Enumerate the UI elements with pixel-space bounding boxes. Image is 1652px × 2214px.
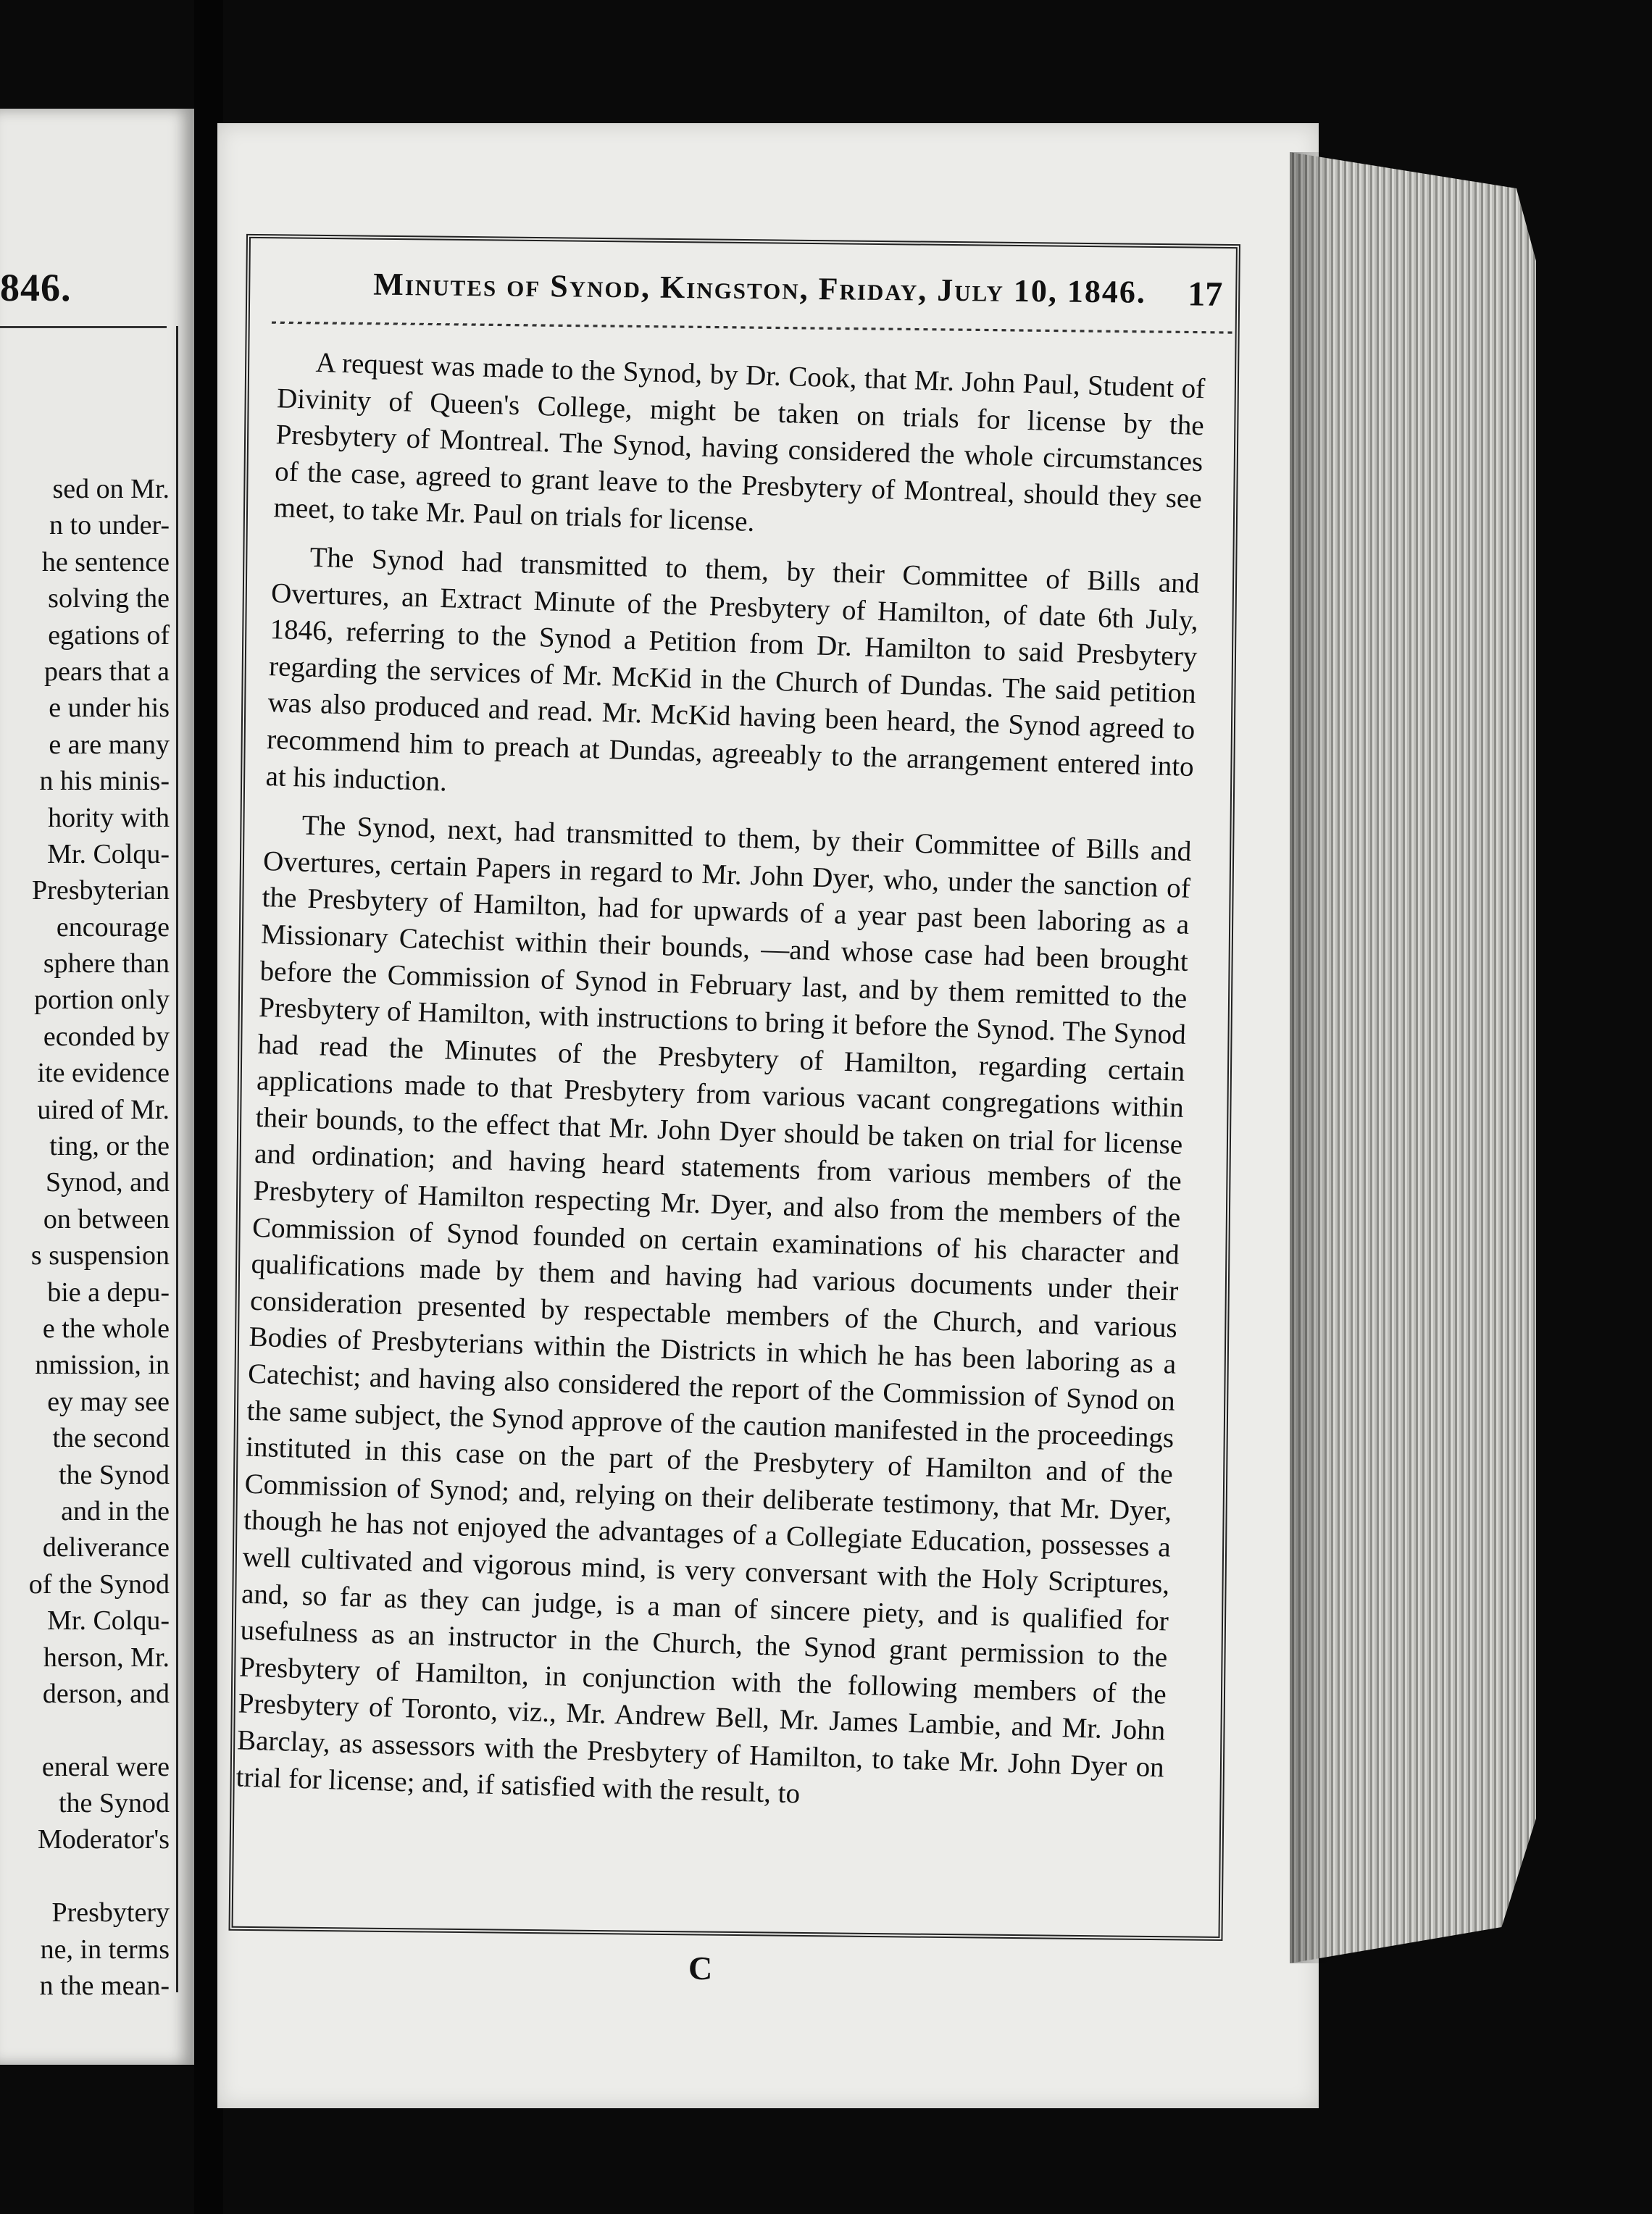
previous-page-rule <box>0 326 167 328</box>
previous-page-line: on between <box>43 1203 170 1235</box>
previous-page-line: Presbyterian <box>32 875 170 906</box>
previous-page <box>0 109 194 2065</box>
paragraph: The Synod had transmitted to them, by their Committee of Bills and Overtures, an Extract Minute of the Presbytery of Hamilton, of date 6th July, 1846, referring to the Synod a Petition from Dr. Hamilton to said Presbytery regarding the services of Mr. McKid in the Church of Dundas. The said petition was also produced and read. Mr. McKid having been heard, the Synod agreed to recommend him to preach at Dundas, agreeably to the arrangement entered into at his induction. <box>265 541 1200 797</box>
previous-page-line: deliverance <box>42 1532 170 1563</box>
previous-page-line: portion only <box>34 985 170 1016</box>
previous-page-line: Synod, and <box>46 1167 170 1198</box>
previous-page-line: Mr. Colqu- <box>47 1605 170 1637</box>
previous-page-line: e the whole <box>42 1313 170 1344</box>
signature-mark: C <box>688 1950 713 1987</box>
previous-page-header: 846. <box>0 266 72 309</box>
previous-page-line: n the mean- <box>39 1971 170 2002</box>
previous-page-line: Moderator's <box>37 1824 170 1855</box>
page-frame <box>229 234 1240 1941</box>
previous-page-line: e are many <box>49 729 170 760</box>
previous-page-line <box>0 1858 170 1895</box>
previous-page-line: n his minis- <box>39 766 170 797</box>
previous-page-line: he sentence <box>41 546 170 577</box>
previous-page-line: ey may see <box>47 1386 170 1417</box>
page-number: 17 <box>1187 275 1223 314</box>
book-page <box>217 123 1319 2108</box>
body-text <box>235 343 1205 1834</box>
previous-page-line: hority with <box>48 802 170 833</box>
previous-page-line: sed on Mr. <box>52 474 170 504</box>
previous-page-line: solving the <box>48 583 170 614</box>
previous-page-line: econded by <box>43 1021 170 1052</box>
previous-page-border <box>176 326 178 1992</box>
previous-page-line: derson, and <box>42 1678 170 1709</box>
paragraph: A request was made to the Synod, by Dr. Cook, that Mr. John Paul, Student of Divinity of Queen's College, might be taken on trials for license by the Presbytery of Montreal. The Synod, having considered the whole circumstances of the case, agreed to grant leave to the Presbytery of Montreal, should they see meet, to take Mr. Paul on trials for license. <box>273 346 1206 538</box>
previous-page-line: n to under- <box>49 510 170 541</box>
page-edges-shadow <box>1290 152 1333 1963</box>
previous-page-line: pears that a <box>43 656 170 687</box>
previous-page-line: herson, Mr. <box>43 1642 170 1673</box>
previous-page-line: nmission, in <box>35 1350 170 1381</box>
previous-page-line: ite evidence <box>37 1058 170 1089</box>
previous-page-line: egations of <box>48 619 170 651</box>
previous-page-line: the Synod <box>58 1788 170 1819</box>
previous-page-line: eneral were <box>41 1751 170 1782</box>
previous-page-line: and in the <box>61 1495 170 1526</box>
previous-page-line: ting, or the <box>49 1131 170 1162</box>
previous-page-line: ne, in terms <box>40 1934 170 1965</box>
previous-page-line: sphere than <box>43 948 170 979</box>
previous-page-line: e under his <box>49 693 170 724</box>
previous-page-line: of the Synod <box>28 1568 170 1600</box>
previous-page-line: encourage <box>56 911 170 943</box>
running-head-title: Minutes of Synod, Kingston, Friday, July 10, 1846. <box>373 266 1147 310</box>
previous-page-line: Mr. Colqu- <box>47 838 170 869</box>
previous-page-text <box>0 471 170 2004</box>
previous-page-line: s suspension <box>30 1240 170 1271</box>
previous-page-line: the Synod <box>58 1459 170 1490</box>
previous-page-line: uired of Mr. <box>37 1094 170 1125</box>
previous-page-line <box>0 1712 170 1748</box>
running-head <box>250 264 1236 325</box>
previous-page-line: the second <box>52 1423 170 1454</box>
previous-page-line: bie a depu- <box>47 1277 170 1308</box>
previous-page-line: Presbytery <box>51 1897 170 1929</box>
paragraph: The Synod, next, had transmitted to them, by their Committee of Bills and Overtures, certain Papers in regard to Mr. John Dyer, who, under the sanction of the Presbytery of Hamilton, had for upwards of a year past been laboring as a Missionary Catechist within their bounds, —and whose case had been brought before the Commission of Synod in February last, and by them remitted to the Presbytery of Hamilton, with instructions to bring it before the Synod. The Synod had read the Minutes of the Presbytery of Hamilton, regarding certain applications made to that Presbytery from various vacant congregations within their bounds, to the effect that Mr. John Dyer should be taken on trial for license and ordination; and having heard statements from various members of the Presbytery of Hamilton respecting Mr. Dyer, and also from the members of the Commission of Synod founded on certain examinations of his character and qualifications made by them and having had various documents under their consideration presented by respectable members of the Church, and various Bodies of Presbyterians within the Districts in which he has been laboring as a Catechist; and having also considered the report of the Commission of Synod on the same subject, the Synod approve of the caution manifested in the proceedings instituted in this case on the part of the Presbytery of Hamilton and of the Commission of Synod; and, relying on their deliberate testimony, that Mr. Dyer, though he has not enjoyed the advantages of a Collegiate Education, possesses a well cultivated and vigorous mind, is very conversant with the Holy Scriptures, and, so far as they can judge, is a man of sincere piety, and is qualified for usefulness as an instructor in the Church, the Synod grant permission to the Presbytery of Hamilton, in conjunction with the following members of the Presbytery of Toronto, viz., Mr. Andrew Bell, Mr. James Lambie, and Mr. John Barclay, as assessors with the Presbytery of Hamilton, to take Mr. John Dyer on trial for license; and, if satisfied with the result, to <box>235 809 1192 1810</box>
